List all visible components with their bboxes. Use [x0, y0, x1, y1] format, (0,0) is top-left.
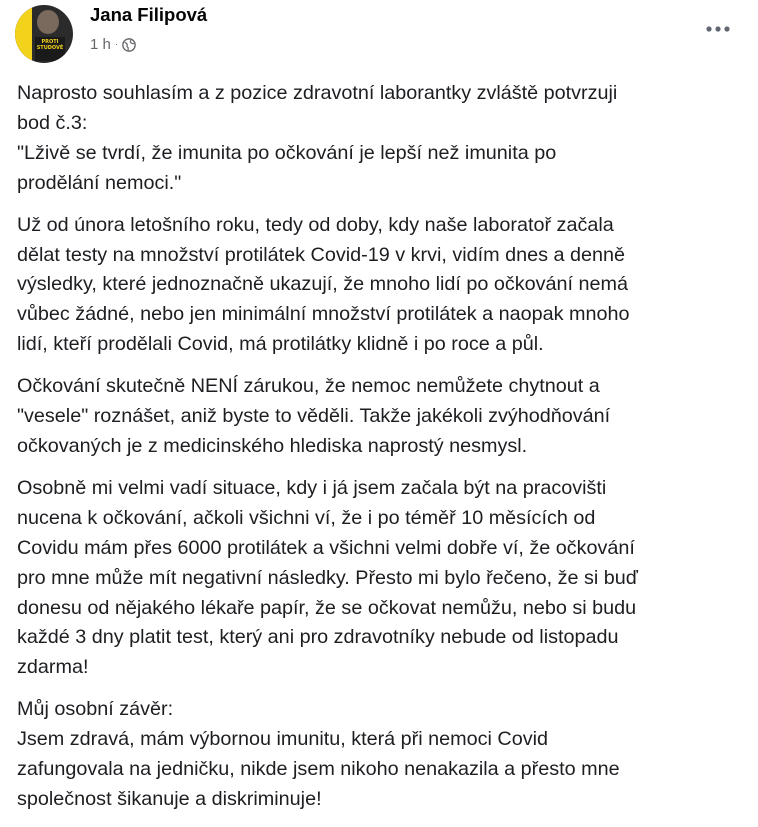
avatar-badge: PROTI STUDOVÉ [35, 37, 65, 61]
text-line: donesu od nějakého lékaře papír, že se očkovat nemůžu, nebo si budu [17, 596, 637, 619]
text-line: Osobně mi velmi vadí situace, kdy i já jsem začala být na pracovišti [17, 476, 607, 499]
more-options-icon[interactable] [700, 14, 736, 44]
text-line: "vesele" roznášet, aniž byste to věděli. Takže jakékoli zvýhodňování [17, 405, 611, 428]
post-paragraph-4 [17, 474, 747, 683]
text-line: prodělání nemoci." [17, 171, 182, 194]
text-line: pro mne může mít negativní následky. Přesto mi bylo řečeno, že si buď [17, 566, 638, 589]
post-header [0, 0, 758, 70]
text-line: vůbec žádné, nebo jen minimální množství protilátek a naopak mnoho [17, 303, 630, 326]
text-line: Naprosto souhlasím a z pozice zdravotní laborantky zvláště potvrzuji [17, 82, 618, 104]
text-line: výsledky, které jednoznačně ukazují, že mnoho lidí po očkování nemá [17, 273, 628, 296]
text-line: Jsem zdravá, mám výbornou imunitu, která při nemoci Covid [17, 728, 548, 751]
avatar[interactable] [15, 5, 73, 63]
text-line: Můj osobní závěr: [17, 698, 174, 721]
post-paragraph-1 [17, 79, 747, 199]
text-line: zdarma! [17, 656, 89, 679]
post-time[interactable]: 1 h [90, 36, 111, 53]
text-line: společnost šikanuje a diskriminuje! [17, 787, 322, 810]
post-paragraph-3 [17, 372, 747, 462]
author-name[interactable]: Jana Filipová [90, 4, 208, 25]
post-meta [90, 36, 136, 53]
post-paragraph-2 [17, 211, 747, 361]
text-line: očkovaných je z medicinského hlediska naprostý nesmysl. [17, 434, 528, 457]
text-line: "Lživě se tvrdí, že imunita po očkování je lepší než imunita po [17, 141, 557, 164]
meta-separator: · [114, 39, 119, 50]
text-line: lidí, kteří prodělali Covid, má protilátky klidně i po roce a půl. [17, 333, 544, 356]
text-line: dělat testy na množství protilátek Covid-19 v krvi, vidím dnes a denně [17, 243, 626, 266]
text-line: nucena k očkování, ačkoli všichni ví, že i po téměř 10 měsících od [17, 506, 596, 529]
text-line: Už od února letošního roku, tedy od doby, kdy naše laboratoř začala [17, 213, 614, 236]
avatar-face [37, 10, 59, 34]
text-line: Očkování skutečně NENÍ zárukou, že nemoc nemůžete chytnout a [17, 375, 600, 398]
avatar-stripe [15, 5, 32, 63]
text-line: každé 3 dny platit test, který ani pro zdravotníky nebude od listopadu [17, 626, 619, 649]
text-line: Covidu mám přes 6000 protilátek a všichni velmi dobře ví, že očkování [17, 536, 635, 559]
text-line: zafungovala na jedničku, nikde jsem nikoho nenakazila a přesto mne [17, 758, 620, 781]
post-body [17, 79, 747, 827]
globe-icon[interactable] [122, 38, 136, 52]
text-line: bod č.3: [17, 111, 88, 134]
post-paragraph-5 [17, 695, 747, 815]
